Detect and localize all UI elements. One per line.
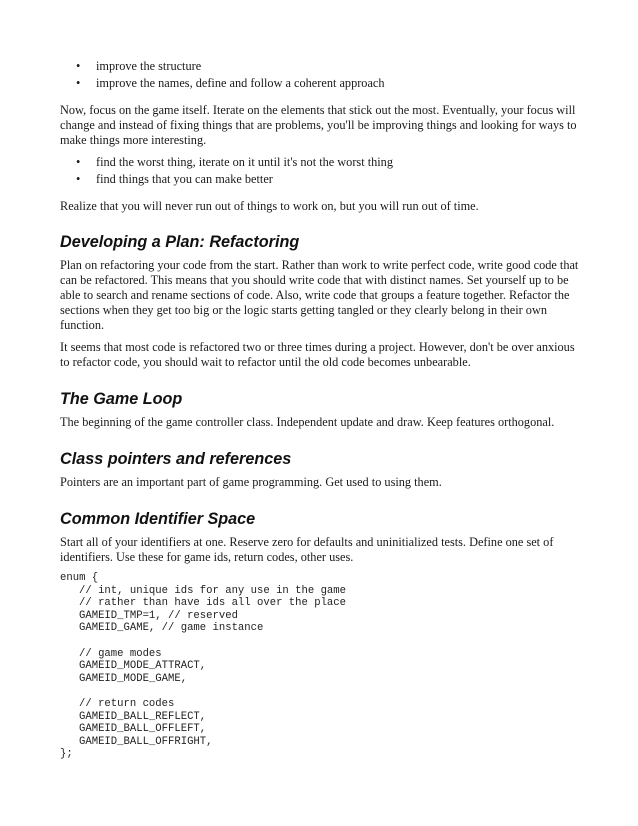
code-line: GAMEID_BALL_OFFLEFT, [79,723,207,736]
list-item [76,154,580,171]
list-item-text: improve the structure [96,59,202,73]
heading-class-pointers: Class pointers and references [60,450,292,468]
refactoring-paragraph-1: Plan on refactoring your code from the start. Rather than work to write perfect code, write good code that can be refactored. This means that you should write code that with distinct names. Set yourself up to be able to search and rename sections of code. Also, write code that groups a feature together. Refactor the sections when they get too big or the logic starts getting tangled or they clearly belong in their own function. [60,258,579,332]
code-line: // rather than have ids all over the place [79,597,347,610]
code-line: // game modes [79,647,162,660]
focus-paragraph: Now, focus on the game itself. Iterate on the elements that stick out the most. Eventually, your focus will change and instead of fixing things that are problems, you'll be improving things and looking for ways to make things more interesting. [60,103,577,147]
identifiers-paragraph: Start all of your identifiers at one. Reserve zero for defaults and uninitialized tests. Define one set of identifiers. Use these for game ids, return codes, other uses. [60,535,554,564]
heading-identifier-space: Common Identifier Space [60,510,256,528]
list-item [76,171,580,188]
code-line: GAMEID_BALL_OFFRIGHT, [79,735,213,748]
list-item-text: find things that you can make better [96,172,273,186]
heading-game-loop: The Game Loop [60,390,183,408]
bullet-icon: • [76,172,81,186]
code-line: GAMEID_GAME, // game instance [79,622,264,635]
code-line: GAMEID_MODE_ATTRACT, [79,660,207,673]
code-line: }; [60,748,73,761]
heading-refactoring: Developing a Plan: Refactoring [60,233,300,251]
code-line: GAMEID_MODE_GAME, [79,672,188,685]
code-blank-line [60,635,580,648]
list-item [76,58,580,75]
game-loop-paragraph: The beginning of the game controller class. Independent update and draw. Keep features orthogonal. [60,415,555,429]
focus-bullet-list [60,154,580,188]
code-line: // int, unique ids for any use in the game [79,584,347,597]
enum-code-block [60,572,580,761]
list-item [76,75,580,92]
pointers-paragraph: Pointers are an important part of game programming. Get used to using them. [60,475,442,489]
refactoring-paragraph-2: It seems that most code is refactored two or three times during a project. However, don't be over anxious to refactor code, you should wait to refactor until the old code becomes unbearable. [60,340,575,369]
code-blank-line [60,685,580,698]
document-page [60,58,580,761]
bullet-icon: • [76,59,81,73]
code-line: GAMEID_BALL_REFLECT, [79,710,207,723]
bullet-icon: • [76,76,81,90]
list-item-text: improve the names, define and follow a coherent approach [96,76,385,90]
bullet-icon: • [76,155,81,169]
list-item-text: find the worst thing, iterate on it until it's not the worst thing [96,155,393,169]
code-line: enum { [60,572,99,584]
code-line: GAMEID_TMP=1, // reserved [79,609,238,622]
realize-paragraph: Realize that you will never run out of things to work on, but you will run out of time. [60,199,479,213]
intro-bullet-list [60,58,580,92]
code-line: // return codes [79,697,175,710]
